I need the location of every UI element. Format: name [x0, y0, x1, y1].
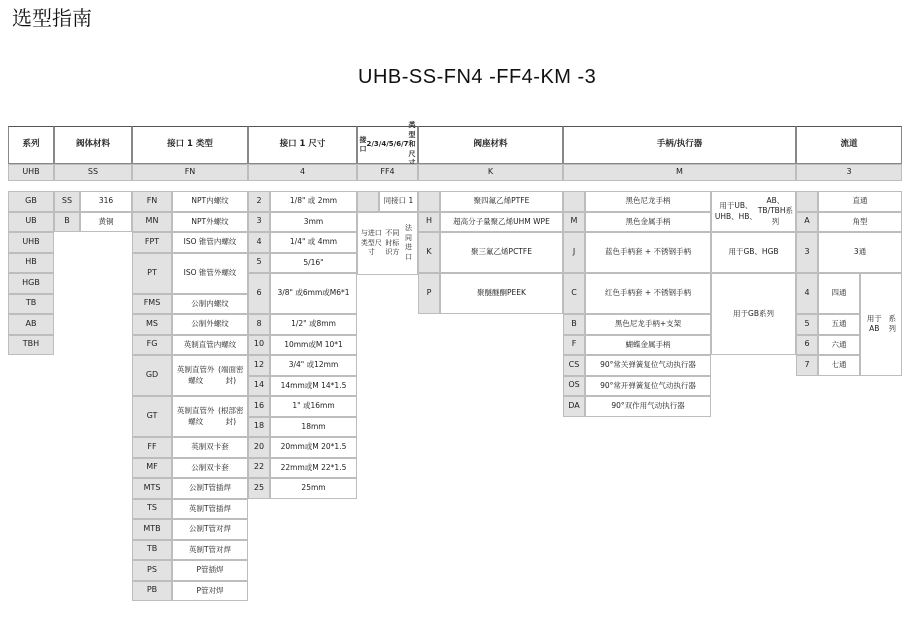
port1-type-desc: 公制双卡套: [172, 458, 248, 479]
port1-type-code: MTB: [132, 519, 172, 540]
port1-type-code: MS: [132, 314, 172, 335]
port1-size-desc: 3mm: [270, 212, 357, 233]
port1-type-desc: 公制T管插焊: [172, 478, 248, 499]
port1-type-code: MN: [132, 212, 172, 233]
series-item: HB: [8, 253, 54, 274]
handle-desc: 90°双作用气动执行器: [585, 396, 711, 417]
series-item: HGB: [8, 273, 54, 294]
flow-code: 5: [796, 314, 818, 335]
example-flow: 3: [796, 164, 902, 181]
port1-type-desc: 公制内螺纹: [172, 294, 248, 315]
header-handle: 手柄/执行器: [563, 126, 796, 164]
port1-size-code: 25: [248, 478, 270, 499]
port1-size-code: 8: [248, 314, 270, 335]
port1-size-desc: 1/4" 或 4mm: [270, 232, 357, 253]
port1-type-code: GD: [132, 355, 172, 396]
port1-size-code: 20: [248, 437, 270, 458]
example-series: UHB: [8, 164, 54, 181]
body-desc: 316: [80, 191, 132, 212]
port1-type-desc: P管对焊: [172, 581, 248, 602]
flow-desc: 四通: [818, 273, 860, 314]
port1-type-code: TS: [132, 499, 172, 520]
header-port1-type: 接口 1 类型: [132, 126, 248, 164]
seat-code: K: [418, 232, 440, 273]
port1-size-desc: 20mm或M 20*1.5: [270, 437, 357, 458]
seat-desc: 聚醚醚酮PEEK: [440, 273, 563, 314]
example-handle: M: [563, 164, 796, 181]
series-item: TB: [8, 294, 54, 315]
series-item: TBH: [8, 335, 54, 356]
handle-desc: 蝴蝶金属手柄: [585, 335, 711, 356]
port1-size-desc: 14mm或M 14*1.5: [270, 376, 357, 397]
header-flow: 流道: [796, 126, 902, 164]
header-port1-size: 接口 1 尺寸: [248, 126, 357, 164]
handle-code: M: [563, 212, 585, 233]
port1-type-desc: 公制T管对焊: [172, 519, 248, 540]
port1-size-code: 2: [248, 191, 270, 212]
handle-desc: 黑色尼龙手柄: [585, 191, 711, 212]
handle-note-gb-hgb: 用于GB、HGB: [711, 232, 796, 273]
flow-code: [796, 191, 818, 212]
port1-type-desc: 英制双卡套: [172, 437, 248, 458]
body-code: B: [54, 212, 80, 233]
handle-code: CS: [563, 355, 585, 376]
port1-size-code: 22: [248, 458, 270, 479]
flow-code: 6: [796, 335, 818, 356]
handle-desc: 黑色尼龙手柄+支架: [585, 314, 711, 335]
port1-size-desc: 1" 或16mm: [270, 396, 357, 417]
handle-note-ub-series: 用于UB、UHB、HB、 AB、TB/TBH系列: [711, 191, 796, 232]
port1-size-desc: 1/2" 或8mm: [270, 314, 357, 335]
port1-size-code: 3: [248, 212, 270, 233]
port1-type-code: PB: [132, 581, 172, 602]
port1-size-code: 10: [248, 335, 270, 356]
header-body-material: 阀体材料: [54, 126, 132, 164]
port1-size-desc: 1/8" 或 2mm: [270, 191, 357, 212]
page-title: 选型指南: [12, 6, 92, 30]
example-port27: FF4: [357, 164, 418, 181]
handle-code: J: [563, 232, 585, 273]
port1-type-desc: 公制外螺纹: [172, 314, 248, 335]
port1-size-code: 5: [248, 253, 270, 274]
flow-desc: 五通: [818, 314, 860, 335]
handle-desc: 90°常开弹簧复位气动执行器: [585, 376, 711, 397]
port1-size-desc: 25mm: [270, 478, 357, 499]
body-code: SS: [54, 191, 80, 212]
port1-type-desc: 英制直管内螺纹: [172, 335, 248, 356]
port1-type-desc: P管插焊: [172, 560, 248, 581]
port1-type-code: FF: [132, 437, 172, 458]
seat-code: H: [418, 212, 440, 233]
port1-size-code: 14: [248, 376, 270, 397]
port1-size-desc: 3/4" 或12mm: [270, 355, 357, 376]
handle-code: F: [563, 335, 585, 356]
port1-type-code: FG: [132, 335, 172, 356]
port1-size-desc: 10mm或M 10*1: [270, 335, 357, 356]
seat-code: [418, 191, 440, 212]
port1-size-code: 16: [248, 396, 270, 417]
flow-code: 4: [796, 273, 818, 314]
series-item: UB: [8, 212, 54, 233]
port1-size-code: 6: [248, 273, 270, 314]
port1-type-desc: NPT内螺纹: [172, 191, 248, 212]
port1-type-desc: 英制T管插焊: [172, 499, 248, 520]
port1-type-code: MF: [132, 458, 172, 479]
port1-type-code: GT: [132, 396, 172, 437]
flow-code: 3: [796, 232, 818, 273]
port1-type-code: FN: [132, 191, 172, 212]
port1-size-desc: 5/16": [270, 253, 357, 274]
port1-type-code: FPT: [132, 232, 172, 253]
handle-desc: 红色手柄套 + 不锈钢手柄: [585, 273, 711, 314]
header-seat-material: 阀座材料: [418, 126, 563, 164]
port1-type-desc: ISO 锥管外螺纹: [172, 253, 248, 294]
seat-code: P: [418, 273, 440, 314]
example-seat: K: [418, 164, 563, 181]
port1-type-desc: 英制直管外螺纹 (根部密封): [172, 396, 248, 437]
seat-desc: 聚三氟乙烯PCTFE: [440, 232, 563, 273]
port1-type-desc: ISO 锥管内螺纹: [172, 232, 248, 253]
port1-type-code: MTS: [132, 478, 172, 499]
port1-type-desc: NPT外螺纹: [172, 212, 248, 233]
port1-type-code: PS: [132, 560, 172, 581]
port27-same-as-port1: 同接口 1: [379, 191, 418, 212]
port1-size-desc: 18mm: [270, 417, 357, 438]
series-item: AB: [8, 314, 54, 335]
model-code: UHB-SS-FN4 -FF4-KM -3: [358, 66, 597, 88]
handle-note-gb-series: 用于GB系列: [711, 273, 796, 355]
body-desc: 黄铜: [80, 212, 132, 233]
port1-type-desc: 英制T管对焊: [172, 540, 248, 561]
port1-size-code: 4: [248, 232, 270, 253]
port1-type-code: TB: [132, 540, 172, 561]
flow-desc: 直通: [818, 191, 902, 212]
handle-code: C: [563, 273, 585, 314]
handle-desc: 黑色金属手柄: [585, 212, 711, 233]
port27-note: 与进口类型尺寸 不同时标识方 法同进口: [357, 212, 418, 276]
port1-size-desc: 22mm或M 22*1.5: [270, 458, 357, 479]
port1-size-code: 12: [248, 355, 270, 376]
series-item: GB: [8, 191, 54, 212]
header-series: 系列: [8, 126, 54, 164]
port1-type-code: PT: [132, 253, 172, 294]
seat-desc: 超高分子量聚乙烯UHM WPE: [440, 212, 563, 233]
handle-desc: 蓝色手柄套 + 不锈钢手柄: [585, 232, 711, 273]
handle-code: [563, 191, 585, 212]
port1-size-desc: 3/8" 或6mm或 M6*1: [270, 273, 357, 314]
series-item: UHB: [8, 232, 54, 253]
port1-type-desc: 英制直管外螺纹 (端面密封): [172, 355, 248, 396]
flow-desc: 角型: [818, 212, 902, 233]
flow-desc: 六通: [818, 335, 860, 356]
port27-code: [357, 191, 379, 212]
header-port27: 接口 2/3/4/5/6/7 类型和尺: [357, 126, 418, 164]
flow-desc: 七通: [818, 355, 860, 376]
handle-code: DA: [563, 396, 585, 417]
handle-code: B: [563, 314, 585, 335]
handle-desc: 90°常关弹簧复位气动执行器: [585, 355, 711, 376]
handle-code: OS: [563, 376, 585, 397]
port1-size-code: 18: [248, 417, 270, 438]
flow-code: A: [796, 212, 818, 233]
seat-desc: 聚四氟乙烯PTFE: [440, 191, 563, 212]
example-body: SS: [54, 164, 132, 181]
flow-desc: 3通: [818, 232, 902, 273]
port1-type-code: FMS: [132, 294, 172, 315]
example-port1-size: 4: [248, 164, 357, 181]
flow-note-ab-series: 用于AB 系列: [860, 273, 902, 376]
flow-code: 7: [796, 355, 818, 376]
example-port1-type: FN: [132, 164, 248, 181]
